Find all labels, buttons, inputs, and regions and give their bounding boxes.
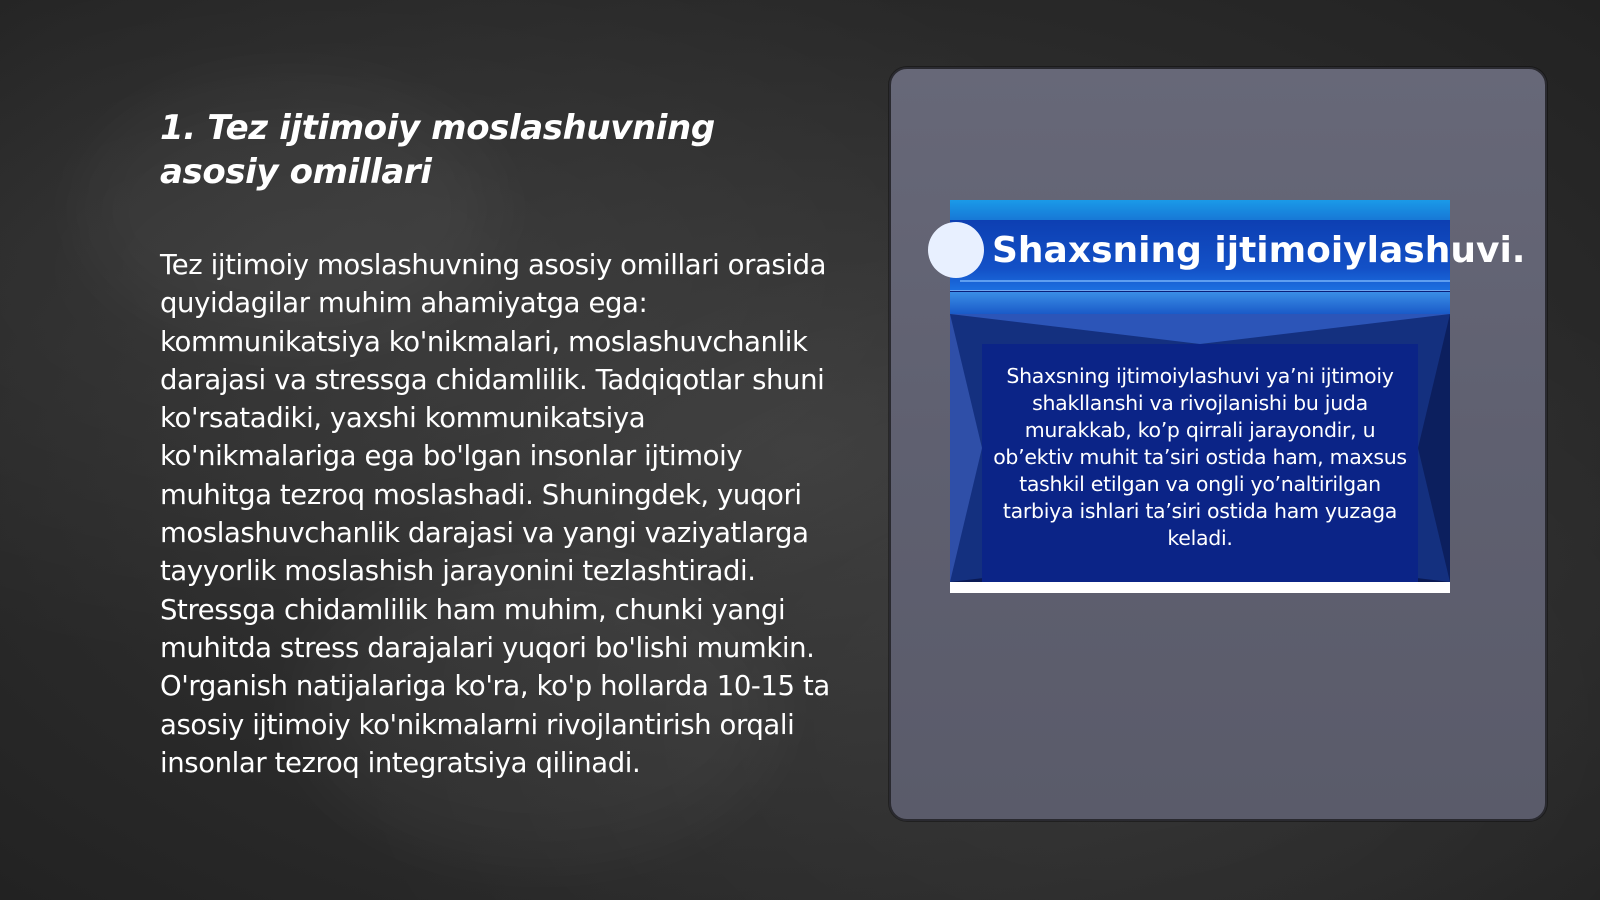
slide-title: 1. Tez ijtimoiy moslashuvning asosiy omillari	[160, 108, 715, 192]
embedded-subband	[950, 292, 1450, 314]
embedded-bevel-right	[1418, 314, 1450, 582]
slide-body-text: Tez ijtimoiy moslashuvning asosiy omillari orasida quyidagilar muhim ahamiyatga ega: kommunikatsiya ko'nikmalari, moslashuvchanlik darajasi va stressga chidamlilik. Tadqiqotlar shuni ko'rsatadiki, yaxshi kommunikatsiya ko'nikmalariga ega bo'lgan insonlar ijtimoiy muhitga tezroq moslashadi. Shuningdek, yuqori moslashuvchanlik darajasi va yangi vaziyatlarga tayyorlik moslashish jarayonini tezlashtiradi. Stressga chidamlilik ham muhim, chunki yangi muhitda stress darajalari yuqori bo'lishi mumkin. O'rganish natijalariga ko'ra, ko'p hollarda 10-15 ta asosiy ijtimoiy ko'nikmalarni rivojlantirish orqali insonlar tezroq integratsiya qilinadi.	[160, 249, 830, 779]
embedded-top-stripe	[950, 200, 1450, 220]
embedded-bottom-strip	[950, 582, 1450, 593]
embedded-bevel-left	[950, 314, 982, 582]
embedded-slide-body: Shaxsning ijtimoiylashuvi ya’ni ijtimoiy shakllanshi va rivojlanishi bu juda murakkab, ko’p qirrali jarayondir, u ob’ektiv muhit ta’siri ostida ham, maxsus tashkil etilgan va ongli yo’naltirilgan tarbiya ishlari ta’siri ostida ham yuzaga keladi.	[993, 364, 1407, 550]
embedded-circle-decoration	[928, 222, 984, 278]
embedded-slide-title: Shaxsning ijtimoiylashuvi.	[992, 230, 1526, 271]
embedded-slide-image	[950, 200, 1526, 593]
embedded-bevel-top	[950, 314, 1450, 344]
